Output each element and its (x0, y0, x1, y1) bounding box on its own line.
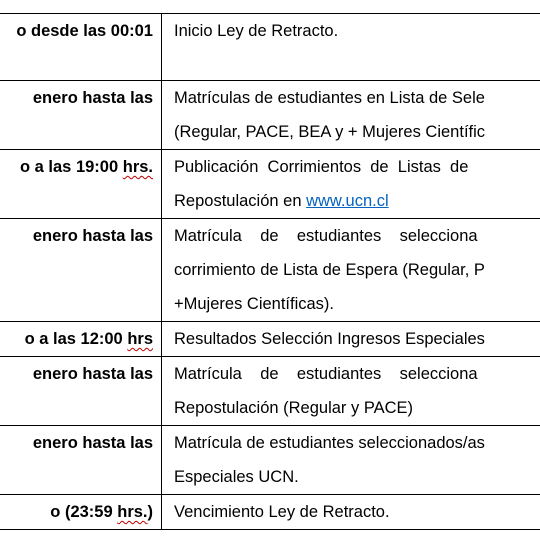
table-row (0, 426, 540, 495)
date-text-prefix: o a las 19:00 (20, 158, 123, 176)
activity-text: (Regular, PACE, BEA y + Mujeres Científic (174, 123, 486, 141)
date-cell (0, 426, 162, 495)
activity-cell (162, 426, 540, 495)
table-row (0, 14, 540, 81)
table-row (0, 495, 540, 530)
activity-cell (162, 81, 540, 150)
table-row (0, 322, 540, 357)
activity-cell (162, 495, 540, 530)
date-text: enero hasta las (32, 365, 153, 383)
table-row (0, 81, 540, 150)
activity-text: Vencimiento Ley de Retracto. (174, 503, 390, 521)
spellcheck-underlined-word: hrs. (117, 503, 148, 521)
activity-text: Resultados Selección Ingresos Especiales (174, 330, 485, 348)
date-cell (0, 81, 162, 150)
table-row (0, 357, 540, 426)
spellcheck-underlined-word: hrs (127, 330, 153, 348)
date-text-prefix: o (23:59 (50, 503, 118, 521)
date-cell (0, 150, 162, 219)
date-cell (0, 495, 162, 530)
activity-cell (162, 219, 540, 322)
activity-text: Repostulación (Regular y PACE) (174, 399, 414, 417)
activity-cell (162, 14, 540, 81)
schedule-table (0, 13, 540, 530)
date-cell (0, 357, 162, 426)
activity-text: Publicación Corrimientos de Listas de (174, 158, 469, 176)
table-row (0, 150, 540, 219)
date-text-suffix: ) (147, 503, 153, 521)
activity-text: +Mujeres Científicas). (174, 295, 335, 313)
date-text (0, 495, 153, 529)
date-text: o desde las 00:01 (16, 22, 153, 40)
spellcheck-underlined-word: hrs. (122, 158, 153, 176)
date-text: enero hasta las (32, 89, 153, 107)
activity-cell (162, 357, 540, 426)
activity-text: Matrículas de estudiantes en Lista de Sele (174, 89, 485, 107)
table-row (0, 219, 540, 322)
date-cell (0, 322, 162, 357)
date-text-prefix: o a las 12:00 (24, 330, 128, 348)
date-text (0, 150, 153, 184)
activity-text-prefix: Repostulación en (174, 192, 307, 210)
date-text (0, 322, 153, 356)
ucn-website-link[interactable]: www.ucn.cl (306, 192, 389, 210)
activity-text (174, 184, 540, 218)
activity-cell (162, 150, 540, 219)
activity-text: Matrícula de estudiantes selecciona (174, 365, 478, 383)
activity-text: Matrícula de estudiantes seleccionados/as (174, 434, 485, 452)
date-text: enero hasta las (32, 434, 153, 452)
activity-text: Inicio Ley de Retracto. (174, 22, 339, 40)
activity-text: Matrícula de estudiantes selecciona (174, 227, 478, 245)
activity-cell (162, 322, 540, 357)
date-cell (0, 219, 162, 322)
date-cell (0, 14, 162, 81)
date-text: enero hasta las (32, 227, 153, 245)
activity-text: corrimiento de Lista de Espera (Regular, P (174, 261, 485, 279)
activity-text: Especiales UCN. (174, 468, 299, 486)
